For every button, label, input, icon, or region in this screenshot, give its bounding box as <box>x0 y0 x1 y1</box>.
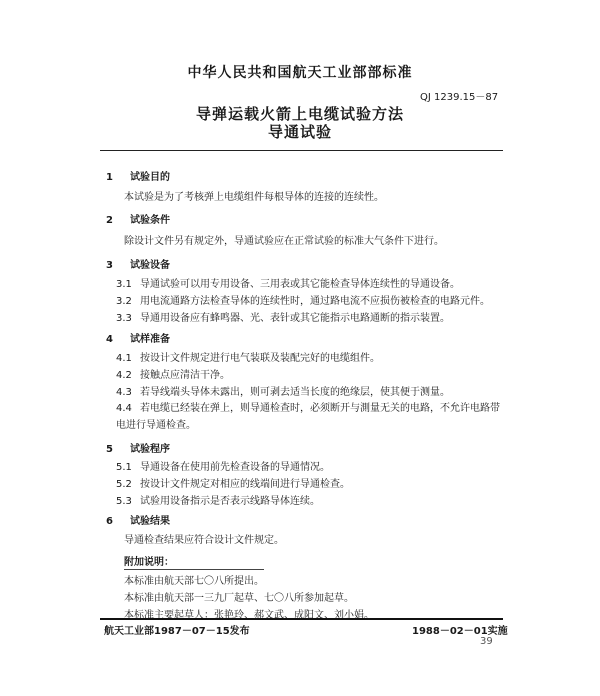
item-number: 5.2 <box>116 479 132 490</box>
item-number: 3.1 <box>116 279 132 290</box>
issue-date: 航天工业部1987－07－15发布 <box>104 626 250 637</box>
list-item <box>116 292 490 307</box>
note-line: 本标准由航天部一三九厂起草、七〇八所参加起草。 <box>124 593 354 604</box>
list-item <box>116 349 380 364</box>
list-item <box>116 492 320 507</box>
section-1-text: 本试验是为了考核弹上电缆组件每根导体的连接的连续性。 <box>124 192 384 203</box>
section-1-heading <box>106 168 170 183</box>
note-line: 本标准由航天部七〇八所提出。 <box>124 576 264 587</box>
item-number: 5.1 <box>116 462 132 473</box>
item-text: 导通设备在使用前先检查设备的导通情况。 <box>140 462 330 473</box>
section-2-text: 除设计文件另有规定外，导通试验应在正常试验的标准大气条件下进行。 <box>124 236 444 247</box>
section-4-heading <box>106 330 170 345</box>
item-text: 按设计文件规定进行电气装联及装配完好的电缆组件。 <box>140 353 380 364</box>
item-number: 3.3 <box>116 313 132 324</box>
document-subtitle: 导通试验 <box>267 123 332 141</box>
item-text: 接触点应清洁干净。 <box>140 370 230 381</box>
section-title: 试验目的 <box>130 172 170 183</box>
document-title: 导弹运载火箭上电缆试验方法 <box>195 105 404 123</box>
item-text: 导通试验可以用专用设备、三用表或其它能检查导体连续性的导通设备。 <box>140 279 460 290</box>
note-line: 本标准主要起草人：张艳玲、郝文武、成阳文、刘小娟。 <box>124 610 374 621</box>
footer-rule <box>100 618 503 620</box>
section-title: 试验程序 <box>130 444 170 455</box>
list-item <box>116 400 504 434</box>
item-number: 3.2 <box>116 296 132 307</box>
list-item <box>116 458 330 473</box>
item-number: 4.3 <box>116 387 132 398</box>
section-number: 4 <box>106 334 113 345</box>
item-text: 导通用设备应有蜂鸣器、光、表针或其它能指示电路通断的指示装置。 <box>140 313 450 324</box>
list-item <box>116 309 450 324</box>
standard-code: QJ 1239.15－87 <box>420 92 499 103</box>
section-title: 试验设备 <box>130 260 170 271</box>
section-title: 试样准备 <box>130 334 170 345</box>
section-title: 试验条件 <box>130 215 170 226</box>
section-5-heading <box>106 440 170 455</box>
section-number: 2 <box>106 215 113 226</box>
section-number: 1 <box>106 172 113 183</box>
item-text: 按设计文件规定对相应的线端间进行导通检查。 <box>140 479 350 490</box>
section-3-heading <box>106 256 170 271</box>
item-text: 用电流通路方法检查导体的连续性时，通过路电流不应损伤被检查的电路元件。 <box>140 296 490 307</box>
list-item <box>116 366 230 381</box>
page-number: 39 <box>480 636 493 647</box>
section-number: 3 <box>106 260 113 271</box>
section-number: 6 <box>106 516 113 527</box>
header-rule <box>100 150 503 151</box>
notes-heading: 附加说明： <box>124 557 174 568</box>
item-number: 4.4 <box>116 403 132 414</box>
item-text: 若电缆已经装在弹上，则导通检查时，必须断开与測量无关的电路，不允许电路带电进行导通检查。 <box>116 403 500 431</box>
section-title: 试验结果 <box>130 516 170 527</box>
item-text: 若导线端头导体未露出，则可剥去适当长度的绝缘层，使其便于测量。 <box>140 387 450 398</box>
issuing-organization: 中华人民共和国航天工业部部标准 <box>187 65 413 81</box>
section-6-text: 导通检查结果应符合设计文件规定。 <box>124 535 284 546</box>
section-number: 5 <box>106 444 113 455</box>
item-number: 4.2 <box>116 370 132 381</box>
section-2-heading <box>106 211 170 226</box>
item-text: 试验用设备指示是否表示线路导体连续。 <box>140 496 320 507</box>
list-item <box>116 275 460 290</box>
implementation-date: 1988－02－01实施 <box>412 626 508 637</box>
section-6-heading <box>106 512 170 527</box>
item-number: 4.1 <box>116 353 132 364</box>
notes-rule <box>124 569 264 570</box>
item-number: 5.3 <box>116 496 132 507</box>
list-item <box>116 475 350 490</box>
list-item <box>116 383 450 398</box>
